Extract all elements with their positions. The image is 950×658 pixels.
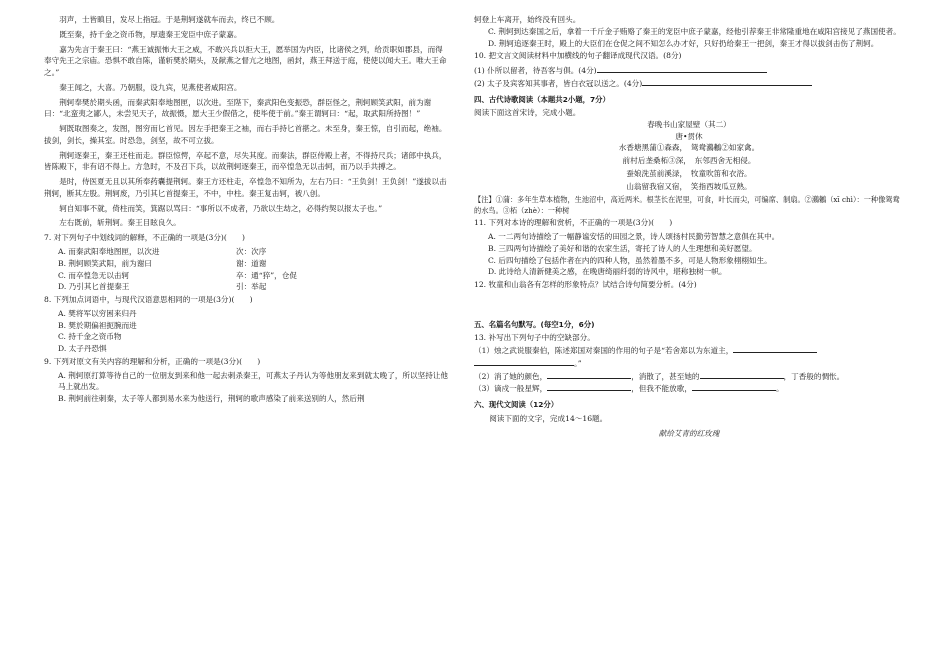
answer-blank [692, 382, 776, 391]
answer-blank [547, 370, 631, 379]
answer-blank [642, 77, 812, 86]
question-7: 7. 对下列句子中划线词的解释，不正确的一项是(3分)( ) [44, 233, 245, 243]
q9-option-c: C. 荆轲到达秦国之后，拿着一千斤金子贿赂了秦王的宠臣中庶子蒙嘉，经他引荐秦王非常隆重地在咸阳宫接见了燕国使者。 [488, 26, 901, 36]
q9-option-b-continued: 轲登上车离开，始终没有回头。 [474, 15, 581, 24]
q8-option-a: A. 樊将军以穷困来归丹 [58, 308, 137, 318]
question-10: 10. 把文言文阅读材料中加横线的句子翻译成现代汉语。(8分) [474, 51, 682, 61]
q7-option-c: C. 而卒惶急无以击轲 卒：通“猝”，仓促 [58, 270, 297, 280]
q11-option-a: A. 一二两句诗描绘了一幅静谧安恬的田园之景，诗人颂扬村民勤劳智慧之意俱在其中。 [488, 232, 780, 242]
poem-line: 蚕娘洗茧前溪渌， 牧童吹笛和衣浴。 [626, 169, 752, 179]
question-13: 13. 补写出下列句子中的空缺部分。 [474, 333, 595, 343]
question-8: 8. 下列加点词语中，与现代汉语意思相同的一项是(3分)( ) [44, 295, 253, 305]
passage-paragraph: 羽声，士皆瞋目，发尽上指冠。于是荆轲遂就车而去，终已不顾。 [59, 15, 280, 24]
q11-option-c: C. 后四句描绘了包括作者在内的四种人物，虽然着墨不多，可是人物形象栩栩如生。 [488, 255, 772, 265]
poem-line: 山翁留我宿又宿， 笑指西坡瓜豆熟。 [626, 182, 752, 192]
q9-option-a: A. 荆轲原打算等待自己的一位朋友到来和他一起去刺杀秦王，可燕太子丹认为等他朋友来到就太晚了，所以坚持让他马上就出发。 [58, 370, 448, 392]
section-intro: 阅读下面的文字，完成14～16题。 [489, 413, 608, 423]
q7-option-a: A. 而秦武阳奉地图匣，以次进 次：次序 [58, 247, 267, 257]
passage-paragraph: 左右既前，斩荆轲。秦王目眩良久。 [59, 218, 181, 228]
passage-paragraph: 荆轲逐秦王，秦王还柱而走。群臣惊愕，卒起不意，尽失其度。而秦法，群臣侍殿上者，不得持尺兵；诸郎中执兵，皆陈殿下，非有诏不得上。方急时，不及召下兵，以故荆轲逐秦王，而卒惶急无以击轲，而乃以手共搏之。 [44, 150, 447, 172]
section-heading-5: 五、名篇名句默写。(每空1分，6分) [474, 319, 595, 329]
passage-paragraph: 轲既取图奏之，发图，图穷而匕首见。因左手把秦王之袖，而右手持匕首揕之。未至身，秦王惊，自引而起，绝袖。拔剑，剑长，操其室。时恐急，剑坚，故不可立拔。 [44, 124, 447, 145]
q10-item-1: (1) 仆所以留者，待吾客与俱。(4分) [474, 64, 904, 77]
poem-title: 春晚书山家屋壁（其二） [647, 119, 731, 129]
question-11: 11. 下列对本诗的理解和赏析，不正确的一项是(3分)( ) [474, 218, 673, 228]
passage-paragraph: 轲自知事不就，倚柱而笑，箕踞以骂曰：“事所以不成者，乃欲以生劫之，必得约契以报太子也。” [59, 203, 383, 213]
poem-body [474, 142, 904, 194]
poem-line: 水香塘黑蒲①森森， 鸳鸯鸂鶒②如家禽。 [618, 143, 760, 153]
passage-paragraph: 是时，侍医夏无且以其所奉药囊提荆轲。秦王方还柱走，卒惶急不知所为，左右乃曰：“王负剑！王负剑！”遂拔以击荆轲，断其左股。荆轲废，乃引其匕首提秦王，不中，中柱。秦王复击轲，被八创。 [44, 177, 447, 198]
q7-option-b: B. 荆轲顾笑武阳，前为谢曰 谢：道谢 [58, 258, 267, 268]
q7-option-d: D. 乃引其匕首提秦王 引：举起 [58, 282, 267, 292]
left-column [44, 14, 450, 405]
passage-paragraph: 秦王闻之，大喜。乃朝服，设九宾，见燕使者咸阳宫。 [59, 82, 242, 92]
poem-note: 【注】①蒲：多年生草本植物，生池沼中，高近两米。根茎长在泥里，可食，叶长而尖，可编席、制扇。②鸂鶒（xī chì）：一种像鸳鸯的水鸟。③柘（zhè）：一种树 [474, 194, 900, 216]
q13-item-3: （3）谪戍一般星辉， ，但我不能放歌， 。 [474, 384, 784, 394]
poem-line: 前村后垄桑柘③深， 东邻西舍无相侵。 [622, 156, 756, 166]
q8-option-c: C. 持千金之资币物 [58, 332, 122, 342]
answer-blank [733, 344, 817, 353]
q9-option-d: D. 荆轲追逐秦王时，殿上的大臣们在仓促之间不知怎么办才好，只好扔给秦王一把剑，秦王才得以拔剑击伤了荆轲。 [488, 38, 879, 48]
section-heading-4: 四、古代诗歌阅读（本题共2小题，7分） [474, 94, 610, 104]
answer-blank [474, 357, 574, 366]
q10-item-2: (2) 太子及宾客知其事者，皆白衣冠以送之。(4分) [474, 77, 904, 90]
essay-title: 献给艾青的红玫瑰 [658, 429, 720, 439]
answer-blank [700, 370, 784, 379]
poem-author: 唐•贯休 [675, 131, 703, 141]
q8-option-d: D. 太子丹恐惧 [58, 344, 107, 354]
answer-blank [547, 382, 631, 391]
q9-option-b: B. 荆轲前往刺秦，太子等人都到易水来为他送行，荆轲的歌声感染了前来送别的人，然后荆 [58, 394, 365, 404]
q13-item-1: （1）烛之武说服秦伯，陈述郑国对秦国的作用的句子是“若舍郑以为东道主， [474, 344, 904, 357]
section-heading-6: 六、现代文阅读（12分） [474, 400, 559, 410]
question-12: 12. 牧童和山翁各有怎样的形象特点？试结合诗句简要分析。(4分) [474, 280, 697, 290]
passage-paragraph: 既至秦，持千金之资币物，厚遗秦王宠臣中庶子蒙嘉。 [59, 29, 242, 39]
q13-item-2: （2）消了她的颜色， ，消散了，甚至她的 ，丁香般的惆怅。 [474, 371, 845, 381]
q8-option-b: B. 樊於期偏袒扼腕而进 [58, 320, 137, 330]
q11-option-b: B. 三四两句诗描绘了美好和谐的农家生活，寄托了诗人的人生理想和美好愿望。 [488, 243, 757, 253]
q11-option-d: D. 此诗给人清新健美之感，在晚唐绮丽纤弱的诗风中，堪称独树一帜。 [488, 267, 727, 277]
answer-blank [597, 64, 767, 73]
passage-paragraph: 嘉为先言于秦王曰：“燕王诚振怖大王之威，不敢兴兵以拒大王，愿举国为内臣，比诸侯之列，给贡职如郡县，而得奉守先王之宗庙。恐惧不敢自陈，谨斩樊於期头，及献燕之督亢之地图，函封，燕王拜送于庭，使使以闻大王。唯大王命之。” [44, 44, 447, 78]
passage-paragraph: 荆轲奉樊於期头函，而秦武阳奉地图匣，以次进。至陛下，秦武阳色变振恐，群臣怪之，荆轲顾笑武阳，前为谢曰：“北蛮夷之鄙人，未尝见天子，故振慑，愿大王少假借之，使毕使于前。”秦王谓轲曰：“起，取武阳所持图！” [44, 97, 432, 119]
question-9: 9. 下列对原文有关内容的理解和分析，正确的一项是(3分)( ) [44, 356, 261, 366]
section-intro: 阅读下面这首宋诗，完成小题。 [474, 108, 581, 118]
right-column [474, 14, 904, 440]
q13-item-1-cont: 。” [474, 357, 904, 370]
